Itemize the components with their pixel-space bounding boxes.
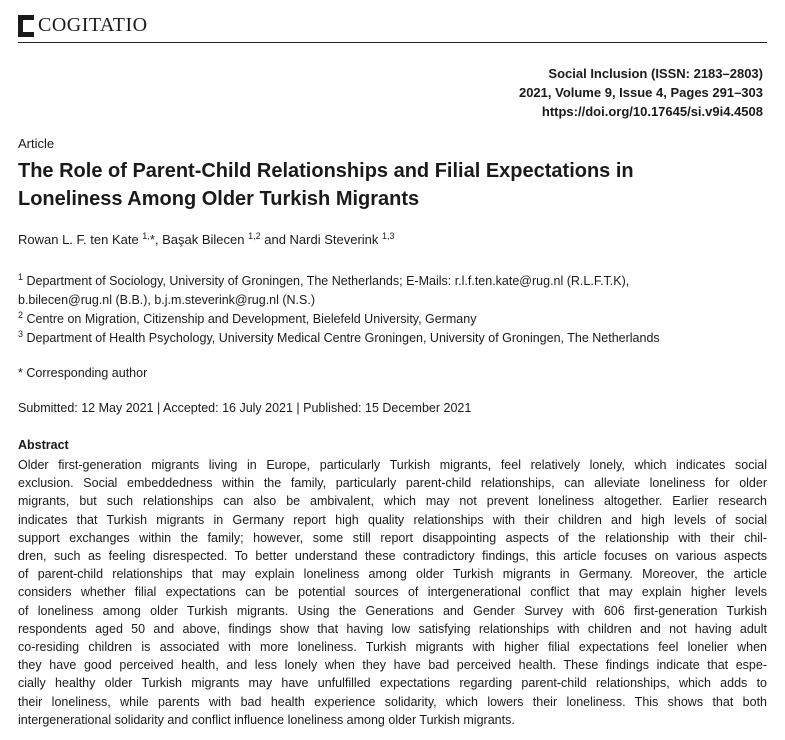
- abstract-line: intergenerational solidarity and conflict influence loneliness among older Turkish migrants.: [18, 712, 515, 727]
- author-affil-sup: 1,2: [248, 231, 261, 241]
- affil-text: b.bilecen@rug.nl (B.B.), b.j.m.steverink@rug.nl (N.S.): [18, 293, 316, 307]
- abstract-heading: Abstract: [18, 438, 69, 452]
- author-affil-sup: 1,3: [382, 231, 395, 241]
- abstract-line: they have good perceived health, and less lonely when they have bad perceived health. These findings indicate that espe-: [18, 658, 767, 673]
- abstract-line: dren, such as feeling disrespected. To better understand these contradictory findings, this article focuses on various aspects: [18, 549, 767, 564]
- author-separator: *,: [149, 232, 163, 247]
- affiliation-1: [18, 272, 778, 291]
- abstract-line: respondents aged 50 and above, findings show that having low satisfying relationships with children and not having adult: [18, 621, 767, 636]
- citation-block: [519, 64, 763, 121]
- affil-text: Centre on Migration, Citizenship and Development, Bielefeld University, Germany: [23, 312, 477, 326]
- affiliation-3: [18, 329, 778, 348]
- author-affil-sup: 1,: [142, 231, 150, 241]
- affil-text: Department of Health Psychology, University Medical Centre Groningen, University of Groningen, The Netherlands: [23, 331, 660, 345]
- author-name: Başak Bilecen: [162, 232, 249, 247]
- logo-text: COGITATIO: [38, 14, 148, 36]
- publication-dates: Submitted: 12 May 2021 | Accepted: 16 July 2021 | Published: 15 December 2021: [18, 401, 472, 415]
- abstract-body: [18, 456, 767, 729]
- abstract-line: of loneliness among older Turkish migrants. Using the Generations and Gender Survey with 606 first-generation Turkish: [18, 603, 767, 618]
- abstract-line: cially healthy older Turkish migrants may have unfulfilled expectations regarding parent-child relationships, which adds to: [18, 676, 767, 691]
- abstract-line: support exchanges within the family; however, some still report disappointing aspects of the relationship with their chil-: [18, 530, 767, 545]
- volume-info: 2021, Volume 9, Issue 4, Pages 291–303: [518, 85, 763, 100]
- cogitatio-logo-icon: [18, 15, 34, 37]
- abstract-line: indicates that Turkish migrants in Germany report high quality relationships with their children and high levels of social: [18, 512, 767, 527]
- affiliation-1-emails: [18, 291, 778, 310]
- abstract-line: Older first-generation migrants living in Europe, particularly Turkish migrants, feel relatively lonely, which indicates social: [18, 458, 767, 472]
- journal-header: [18, 12, 767, 43]
- abstract-line: their loneliness, while parents with bad health experience solidarity, which lowers their loneliness. This shows that both: [18, 694, 767, 709]
- corresponding-author: * Corresponding author: [18, 366, 148, 380]
- abstract-line: of parent-child relationships that may explain loneliness among older Turkish migrants in Germany. Moreover, the article: [18, 567, 767, 582]
- affiliations: [18, 272, 778, 348]
- journal-name: Social Inclusion (ISSN: 2183–2803): [548, 66, 763, 81]
- abstract-line: migrants, but such relationships can also be ambivalent, which may not prevent loneliness altogether. Earlier research: [18, 494, 767, 509]
- article-title: [18, 157, 718, 213]
- affil-number: 2: [18, 310, 24, 320]
- affiliation-2: [18, 310, 778, 329]
- author-name: Nardi Steverink: [289, 232, 383, 247]
- abstract-line: exclusion. Social embeddedness within the family, particularly parent-child relationships, can alleviate loneliness for older: [18, 476, 767, 491]
- author-name: Rowan L. F. ten Kate: [18, 232, 143, 247]
- cogitatio-logo[interactable]: [18, 14, 148, 37]
- doi-link[interactable]: https://doi.org/10.17645/si.v9i4.4508: [541, 104, 763, 119]
- affil-number: 1: [18, 272, 24, 282]
- affil-number: 3: [18, 329, 24, 339]
- abstract-line: co-residing children is associated with more loneliness. Turkish migrants with higher filial expectations feel lonelier when: [18, 640, 767, 655]
- article-type: Article: [18, 136, 55, 151]
- title-line-1: The Role of Parent-Child Relationships and Filial Expectations in: [18, 160, 634, 182]
- affil-text: Department of Sociology, University of Groningen, The Netherlands; E-Mails: r.l.f.ten.kate@rug.nl (R.L.F.T.K),: [23, 274, 630, 288]
- author-separator: and: [260, 232, 290, 247]
- abstract-line: considers whether filial expectations can be potential sources of intergenerational conflict that may explain higher levels: [18, 585, 767, 600]
- title-line-2: Loneliness Among Older Turkish Migrants: [18, 188, 420, 210]
- author-list: [18, 232, 395, 247]
